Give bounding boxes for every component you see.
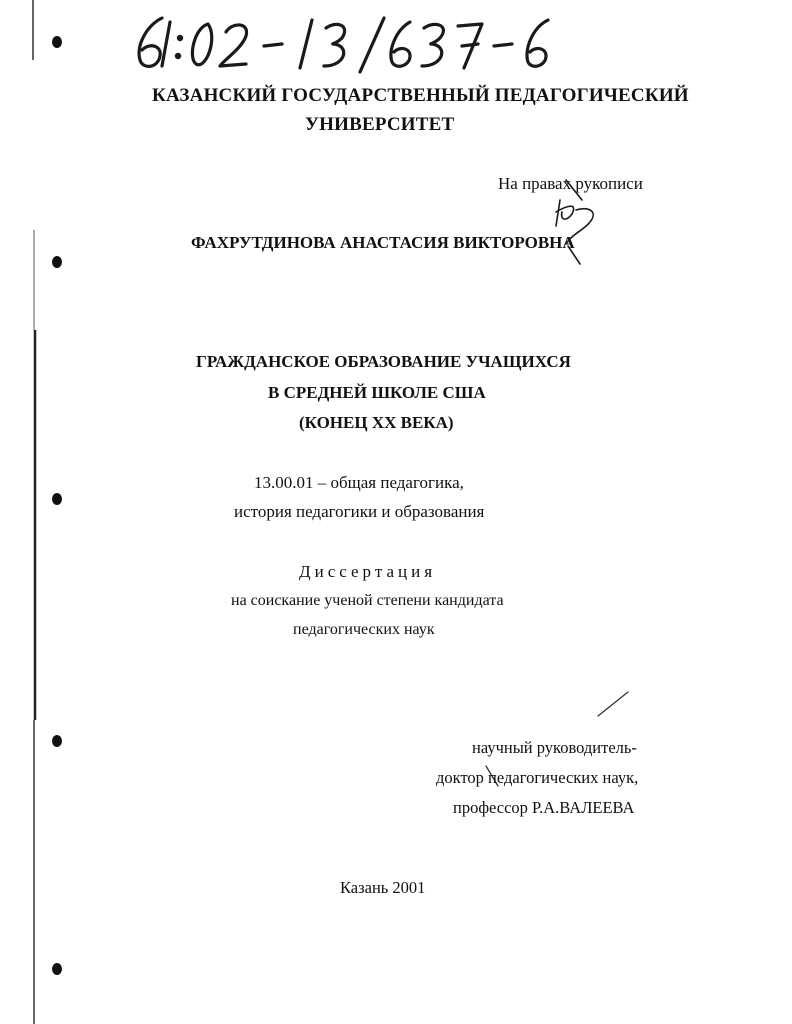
dissertation-label: Диссертация bbox=[299, 562, 437, 581]
rights-note: На правах рукописи bbox=[498, 174, 643, 193]
dissertation-title-line2: В СРЕДНЕЙ ШКОЛЕ США bbox=[268, 383, 486, 402]
specialty-code-line1: 13.00.01 – общая педагогика, bbox=[254, 473, 464, 492]
university-name-line1: КАЗАНСКИЙ ГОСУДАРСТВЕННЫЙ ПЕДАГОГИЧЕСКИЙ bbox=[152, 85, 689, 106]
degree-line1: на соискание ученой степени кандидата bbox=[231, 592, 504, 609]
punch-hole-mark bbox=[52, 735, 62, 747]
degree-line2: педагогических наук bbox=[293, 621, 435, 638]
supervisor-line1: научный руководитель- bbox=[472, 738, 637, 757]
dissertation-title-line1: ГРАЖДАНСКОЕ ОБРАЗОВАНИЕ УЧАЩИХСЯ bbox=[196, 352, 571, 371]
punch-hole-mark bbox=[52, 493, 62, 505]
punch-hole-mark bbox=[52, 963, 62, 975]
author-name: ФАХРУТДИНОВА АНАСТАСИЯ ВИКТОРОВНА bbox=[191, 233, 575, 252]
university-name-line2: УНИВЕРСИТЕТ bbox=[305, 114, 455, 135]
supervisor-line3: профессор Р.А.ВАЛЕЕВА bbox=[453, 798, 635, 817]
punch-hole-mark bbox=[52, 256, 62, 268]
scan-edge-artifact bbox=[30, 0, 40, 1024]
punch-hole-mark bbox=[52, 36, 62, 48]
handwritten-archive-number bbox=[128, 8, 578, 78]
specialty-code-line2: история педагогики и образования bbox=[234, 502, 485, 521]
supervisor-line2: доктор педагогических наук, bbox=[436, 768, 639, 787]
city-year: Казань 2001 bbox=[340, 878, 426, 897]
dissertation-title-line3: (КОНЕЦ XX ВЕКА) bbox=[299, 413, 454, 432]
